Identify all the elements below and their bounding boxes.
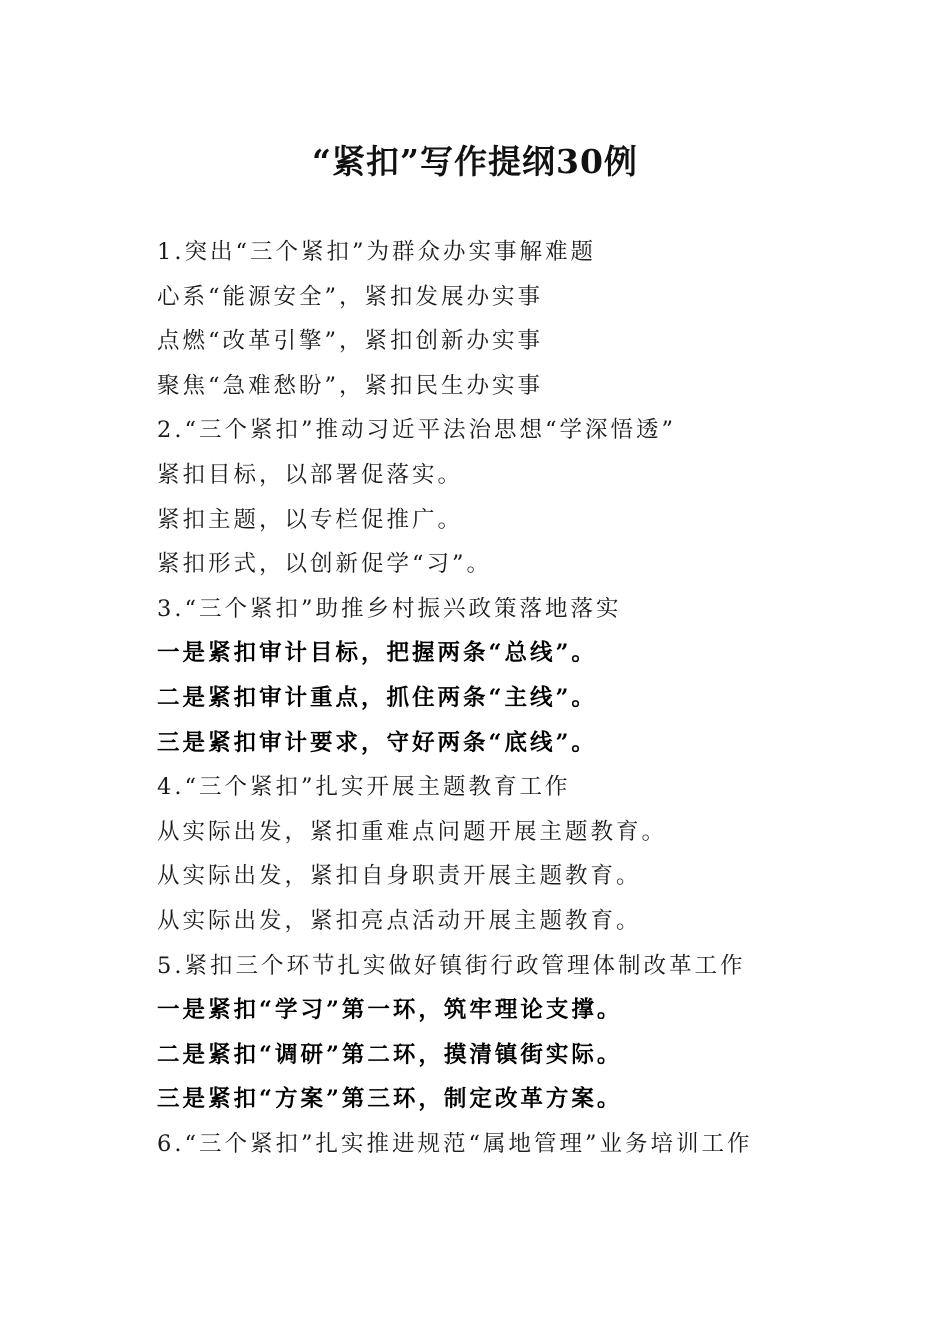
text-line: 三是紧扣审计要求，守好两条“底线”。 xyxy=(157,729,597,756)
text-line: 3.“三个紧扣”助推乡村振兴政策落地落实 xyxy=(157,595,622,622)
text-line: 聚焦“急难愁盼”，紧扣民生办实事 xyxy=(157,372,544,399)
text-line: 1.突出“三个紧扣”为群众办实事解难题 xyxy=(157,239,596,265)
text-line: 紧扣主题，以专栏促推广。 xyxy=(157,506,464,533)
text-line: 二是紧扣“调研”第二环，摸清镇街实际。 xyxy=(157,1041,623,1068)
text-line: 紧扣目标，以部署促落实。 xyxy=(157,461,464,488)
text-line: 三是紧扣“方案”第三环，制定改革方案。 xyxy=(157,1086,623,1113)
text-line: 一是紧扣“学习”第一环，筑牢理论支撑。 xyxy=(157,997,623,1024)
text-line: 心系“能源安全”，紧扣发展办实事 xyxy=(157,283,544,310)
document-body xyxy=(157,234,857,1170)
text-line: 从实际出发，紧扣自身职责开展主题教育。 xyxy=(157,863,642,890)
text-line: 一是紧扣审计目标，把握两条“总线”。 xyxy=(157,640,597,667)
document-title: “紧扣”写作提纲30例 xyxy=(312,142,638,181)
text-line: 紧扣形式，以创新促学“习”。 xyxy=(157,551,493,578)
text-line: 从实际出发，紧扣重难点问题开展主题教育。 xyxy=(157,818,668,845)
text-line: 从实际出发，紧扣亮点活动开展主题教育。 xyxy=(157,907,642,934)
text-line: 4.“三个紧扣”扎实开展主题教育工作 xyxy=(157,774,571,801)
text-line: 二是紧扣审计重点，抓住两条“主线”。 xyxy=(157,684,597,711)
text-line: 点燃“改革引擎”，紧扣创新办实事 xyxy=(157,328,544,355)
text-line: 6.“三个紧扣”扎实推进规范“属地管理”业务培训工作 xyxy=(157,1130,753,1157)
text-line: 2.“三个紧扣”推动习近平法治思想“学深悟透” xyxy=(157,417,676,444)
text-line: 5.紧扣三个环节扎实做好镇街行政管理体制改革工作 xyxy=(157,952,746,979)
